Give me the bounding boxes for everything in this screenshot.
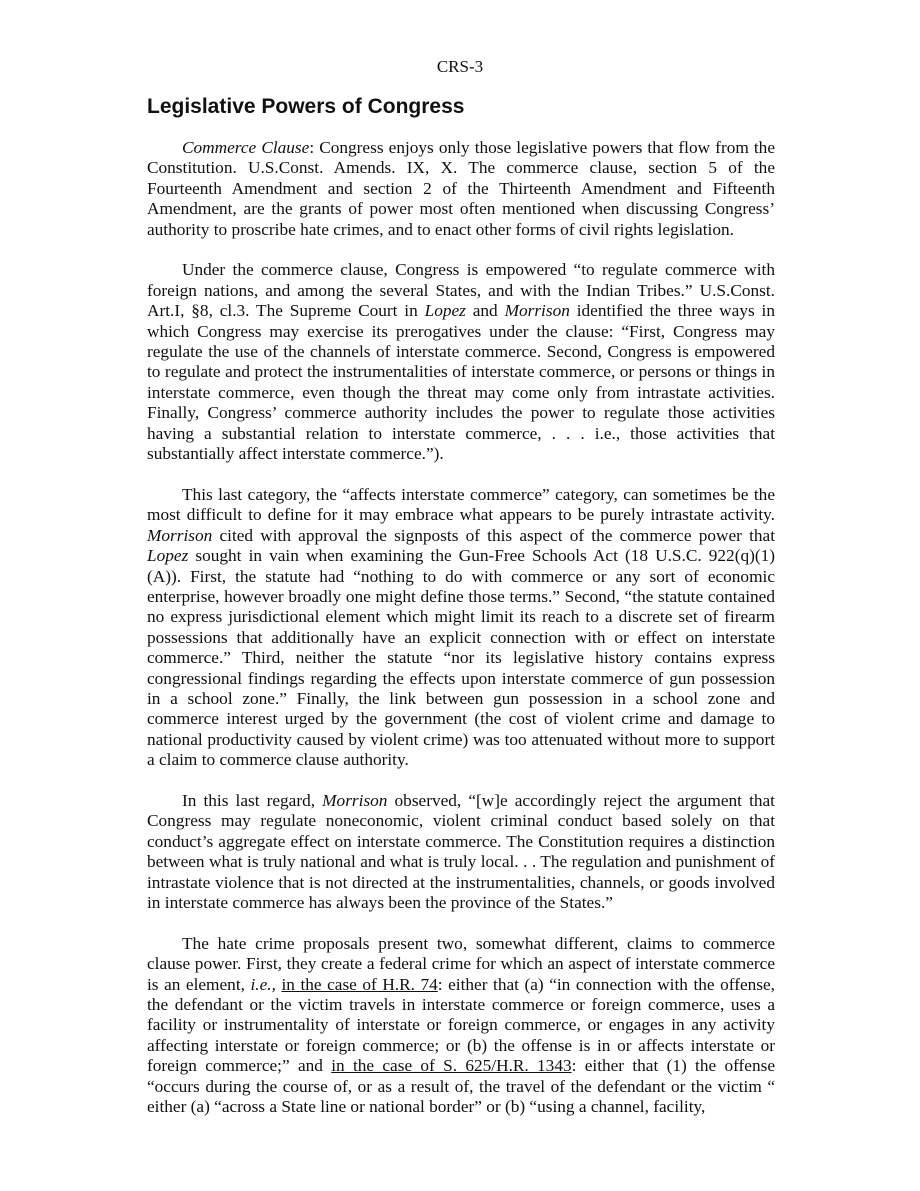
paragraph-text: Under the commerce clause, Congress is empowered “to regulate commerce with foreign nations, and among the several States, and with the Indian Tribes.” U.S.Const. Art.I, §8, cl.3. The Supreme Court in xyxy=(147,260,775,321)
paragraph-three-ways xyxy=(147,260,775,464)
case-name-morrison: Morrison xyxy=(504,301,570,321)
page-number: CRS-3 xyxy=(436,57,484,76)
paragraph-text: In this last regard, xyxy=(182,790,323,810)
paragraph-hate-crime-proposals xyxy=(147,934,775,1118)
paragraph-text: : Congress enjoys only those legislative powers that flow from the Constitution. U.S.Const. Amends. IX, X. The commerce clause, section 5 of the Fourteenth Amendment and section 2 of the Thirteenth Amendment and Fifteenth Amendment, are the grants of power most often mentioned when discussing Congress’ authority to proscribe hate crimes, and to enact other forms of civil rights legislation. xyxy=(147,138,775,239)
paragraph-text: This last category, the “affects interstate commerce” category, can sometimes be the most difficult to define for it may embrace what appears to be purely intrastate activity. xyxy=(147,484,775,525)
paragraph-text: observed, “[w]e accordingly reject the argument that Congress may regulate noneconomic, violent criminal conduct based solely on that conduct’s aggregate effect on interstate commerce. The Constitution requires a distinction between what is truly national and what is truly local. . . The regulation and punishment of intrastate violence that is not directed at the instrumentalities, channels, or goods involved in interstate commerce has always been the province of the States.” xyxy=(147,790,775,912)
paragraph-text: identified the three ways in which Congress may exercise its prerogatives under the clause: “First, Congress may regulate the use of the channels of interstate commerce. Second, Congress is empowered to regulate and protect the instrumentalities of interstate commerce, or persons or things in interstate commerce, even though the threat may come only from intrastate activities. Finally, Congress’ commerce authority includes the power to regulate those activities having a substantial relation to interstate commerce, . . . i.e., those activities that substantially affect interstate commerce.”). xyxy=(147,301,775,464)
paragraph-commerce-clause xyxy=(147,138,775,240)
paragraph-text: The hate crime proposals present two, somewhat different, claims to commerce clause power. First, they create a federal crime for which an aspect of interstate commerce is an element, xyxy=(147,933,775,994)
section-heading: Legislative Powers of Congress xyxy=(147,95,465,118)
paragraph-text: sought in vain when examining the Gun-Free Schools Act (18 U.S.C. 922(q)(1)(A)). First, the statute had “nothing to do with commerce or any sort of economic enterprise, however broadly one might define those terms.” Second, “the statute contained no express jurisdictional element which might limit its reach to a discrete set of firearm possessions that additionally have an explicit connection with or effect on interstate commerce.” Third, neither the statute “nor its legislative history contains express congressional findings regarding the effects upon interstate commerce of gun possession in a school zone.” Finally, the link between gun possession in a school zone and commerce interest urged by the government (the cost of violent crime and damage to national productivity caused by violent crime) was too attenuated without more to support a claim to commerce clause authority. xyxy=(147,546,775,770)
italic-ie: i.e., xyxy=(250,974,276,994)
italic-term: Commerce Clause xyxy=(182,138,310,157)
paragraph-morrison-observed xyxy=(147,791,775,913)
body-text xyxy=(147,138,775,1117)
paragraph-text: : either that (1) the offense “occurs during the course of, or as a result of, the travel of the defendant or the victim “ either (a) “across a State line or national border” or (b) “using a channel, facility, xyxy=(147,1056,775,1117)
case-name-lopez: Lopez xyxy=(147,546,189,566)
paragraph-text: cited with approval the signposts of this aspect of the commerce power that xyxy=(212,525,775,545)
case-name-morrison: Morrison xyxy=(147,525,213,545)
case-name-lopez: Lopez xyxy=(424,301,466,321)
underlined-bill-s625: in the case of S. 625/H.R. 1343 xyxy=(331,1056,572,1076)
case-name-morrison: Morrison xyxy=(322,790,388,810)
paragraph-text: and xyxy=(465,301,505,321)
paragraph-text: : either that (a) “in connection with the offense, the defendant or the victim travels in interstate commerce or foreign commerce, uses a facility or instrumentality of interstate or foreign commerce, or engages in any activity affecting interstate or foreign commerce; or (b) the offense is in or affects interstate or foreign commerce;” and xyxy=(147,974,775,1076)
underlined-bill-hr74: in the case of H.R. 74 xyxy=(281,974,438,994)
paragraph-affects-commerce xyxy=(147,485,775,771)
